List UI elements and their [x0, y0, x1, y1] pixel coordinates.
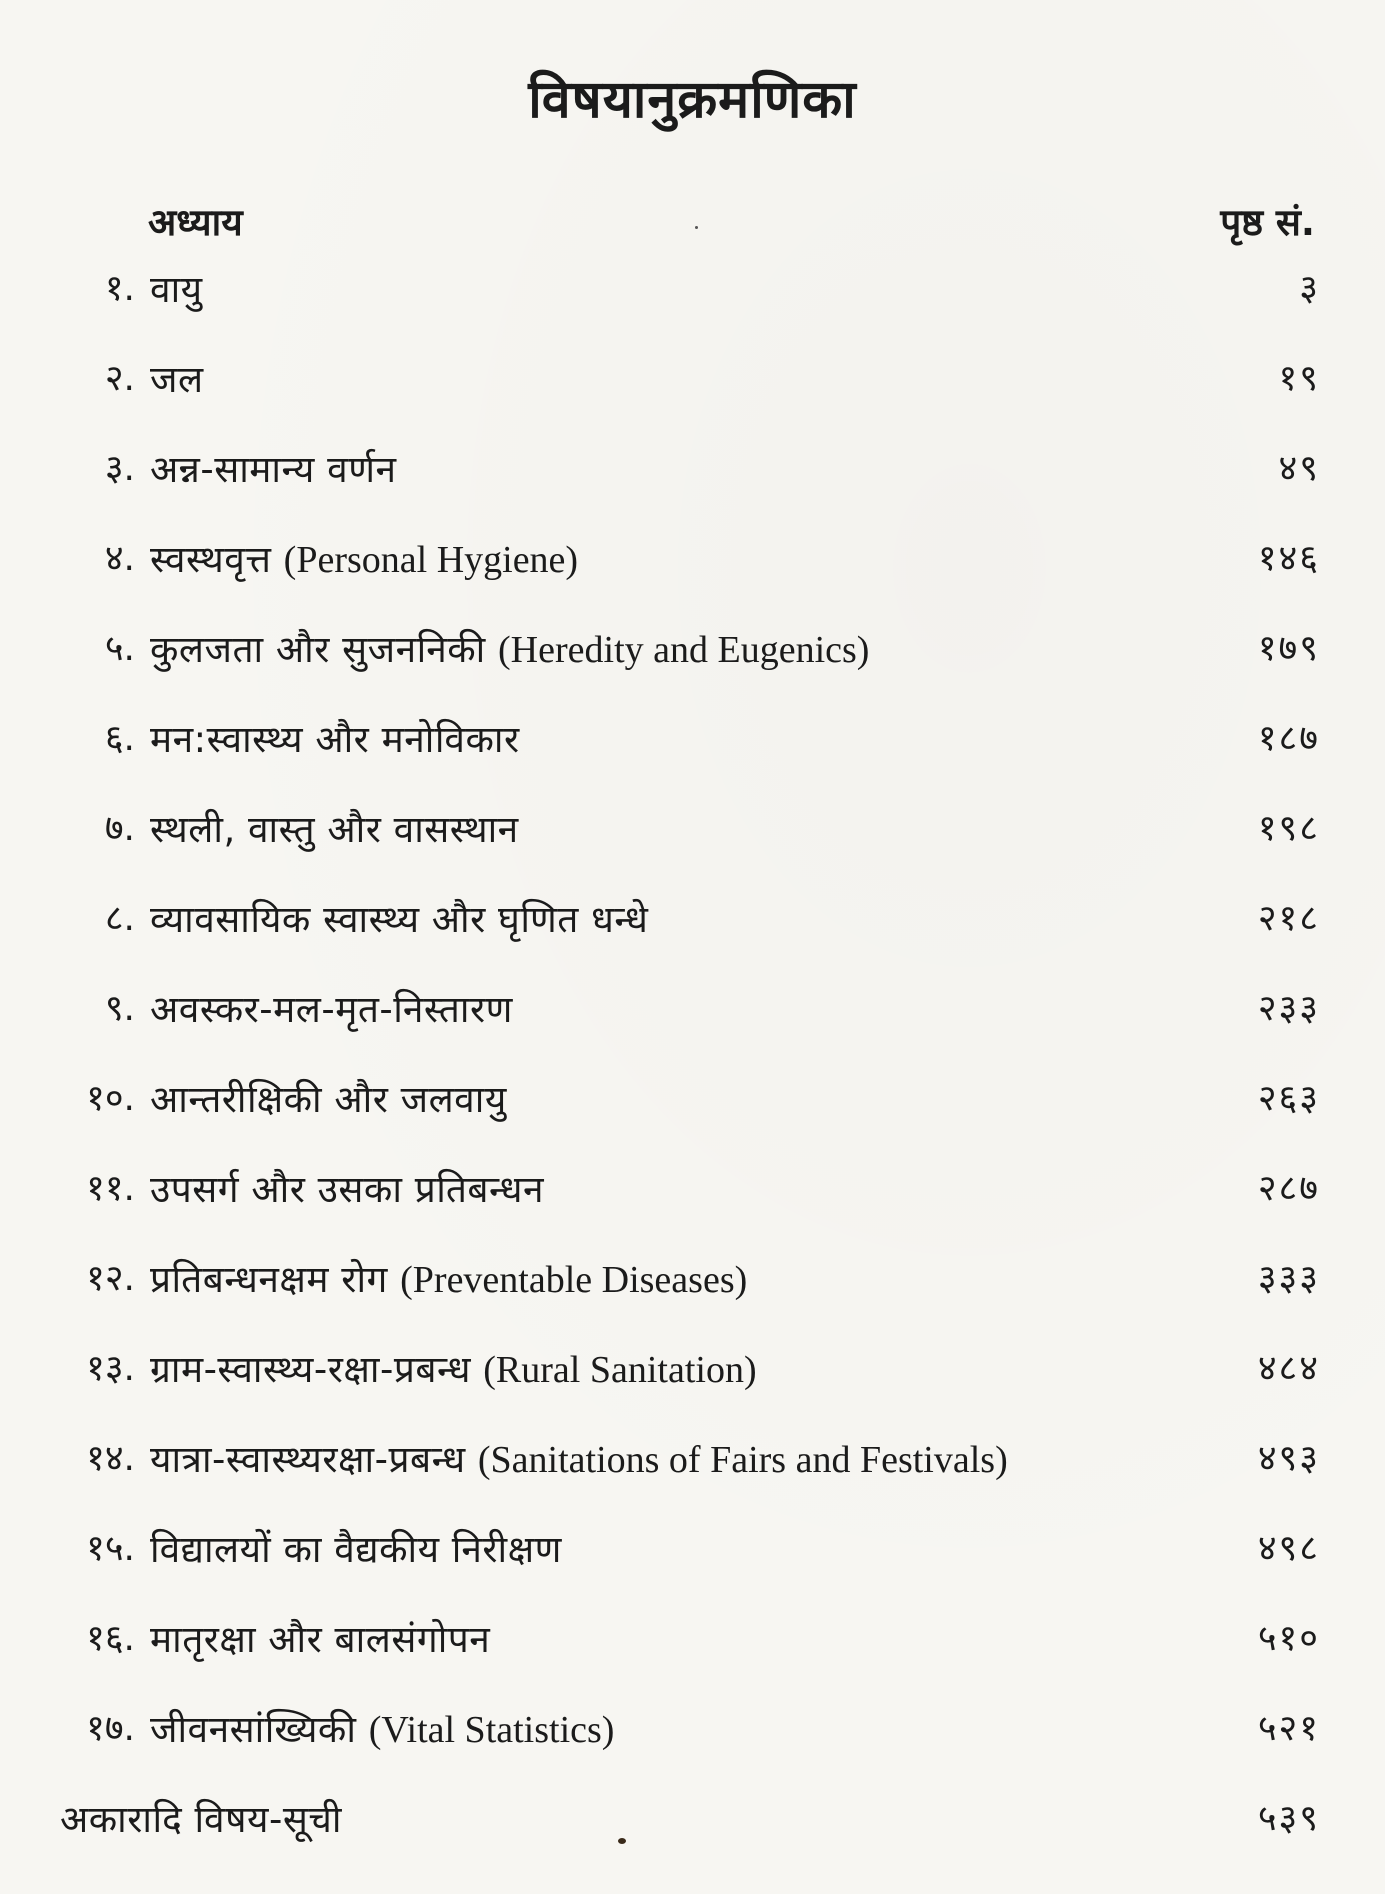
chapter-number: ११. — [86, 1168, 135, 1209]
chapter-number: ६. — [104, 718, 135, 759]
toc-entry — [0, 1162, 1385, 1222]
page-number: ४९८ — [1257, 1528, 1320, 1569]
chapter-number: १५. — [86, 1528, 135, 1569]
page-number: १७९ — [1257, 628, 1320, 669]
page-number: २३३ — [1257, 988, 1320, 1029]
toc-entry — [0, 982, 1385, 1042]
chapter-title — [150, 712, 520, 763]
chapter-title-english: (Sanitations of Fairs and Festivals) — [477, 1439, 1008, 1481]
chapter-number: ८. — [104, 898, 135, 939]
chapter-title-hindi: उपसर्ग और उसका प्रतिबन्धन — [150, 1168, 545, 1211]
chapter-number: ४. — [104, 538, 135, 579]
chapter-title-hindi: प्रतिबन्धनक्षम रोग — [150, 1258, 388, 1301]
chapter-number: ५. — [104, 628, 135, 669]
chapter-title-hindi: स्वस्थवृत्त — [150, 538, 272, 581]
chapter-title — [150, 442, 397, 493]
chapter-title-english: (Preventable Diseases) — [400, 1259, 748, 1301]
toc-entry — [0, 1612, 1385, 1672]
chapter-title — [150, 1072, 507, 1123]
page-number: ३३३ — [1257, 1258, 1320, 1299]
chapter-title — [150, 1522, 562, 1573]
toc-entry — [0, 352, 1385, 412]
chapter-title — [150, 982, 513, 1033]
chapter-title-hindi: यात्रा-स्वास्थ्यरक्षा-प्रबन्ध — [150, 1438, 466, 1481]
chapter-title — [150, 892, 648, 943]
chapter-number: १३. — [86, 1348, 135, 1389]
toc-entry — [0, 802, 1385, 862]
chapter-number: १२. — [86, 1258, 135, 1299]
chapter-title — [150, 1432, 1008, 1483]
page-number: २८७ — [1257, 1168, 1320, 1209]
chapter-title — [150, 622, 869, 673]
page-number: १९८ — [1257, 808, 1320, 849]
chapter-number: १७. — [86, 1708, 135, 1749]
chapter-title-hindi: विद्यालयों का वैद्यकीय निरीक्षण — [150, 1528, 562, 1571]
chapter-number: १६. — [86, 1618, 135, 1659]
toc-entry — [0, 1072, 1385, 1132]
chapter-title — [150, 1612, 490, 1663]
chapter-title — [150, 352, 204, 403]
chapter-title-hindi: व्यावसायिक स्वास्थ्य और घृणित धन्धे — [150, 898, 649, 941]
page-number: १४६ — [1257, 538, 1320, 579]
chapter-title — [150, 1162, 544, 1213]
toc-entry — [0, 712, 1385, 772]
chapter-number: १. — [104, 268, 135, 309]
page-number: ३ — [1299, 268, 1320, 309]
chapter-title-hindi: ग्राम-स्वास्थ्य-रक्षा-प्रबन्ध — [150, 1348, 472, 1391]
chapter-title-hindi: आन्तरीक्षिकी और जलवायु — [150, 1078, 507, 1121]
toc-entry — [0, 892, 1385, 952]
toc-entry — [0, 1702, 1385, 1762]
page-title: विषयानुक्रमणिका — [528, 70, 857, 130]
chapter-number: ३. — [104, 448, 135, 489]
chapter-number: ९. — [104, 988, 135, 1029]
chapter-title-english: (Vital Statistics) — [368, 1709, 615, 1751]
toc-entry — [0, 1252, 1385, 1312]
toc-entry — [0, 262, 1385, 322]
chapter-title — [150, 1342, 757, 1393]
chapter-title-english: (Heredity and Eugenics) — [498, 629, 870, 671]
chapter-title — [150, 262, 203, 313]
chapter-title — [150, 1702, 614, 1753]
page-number: २१८ — [1257, 898, 1320, 939]
page-number: ५३९ — [1257, 1798, 1320, 1839]
page-number: ४८४ — [1257, 1348, 1320, 1389]
chapter-column-header: अध्याय — [148, 201, 243, 244]
ink-speck — [618, 1838, 626, 1844]
chapter-title-hindi: जल — [150, 358, 204, 401]
index-title: अकारादि विषय-सूची — [60, 1798, 342, 1841]
toc-entry — [0, 1342, 1385, 1402]
page-number: ४९ — [1278, 448, 1320, 489]
paper-speck — [695, 226, 698, 229]
chapter-title-hindi: कुलजता और सुजननिकी — [150, 628, 486, 671]
chapter-number: १०. — [86, 1078, 135, 1119]
chapter-number: ७. — [104, 808, 135, 849]
page-number: २६३ — [1257, 1078, 1320, 1119]
toc-entry — [0, 622, 1385, 682]
chapter-title-hindi: जीवनसांख्यिकी — [150, 1708, 357, 1751]
page-column-header: पृष्ठ सं. — [1220, 201, 1315, 244]
toc-entry — [0, 1522, 1385, 1582]
page-number: ५१० — [1257, 1618, 1320, 1659]
page-number: १९ — [1278, 358, 1320, 399]
chapter-title — [150, 802, 519, 853]
chapter-title-hindi: वायु — [150, 268, 203, 311]
toc-index-entry — [0, 1792, 1385, 1852]
chapter-title-hindi: अन्न-सामान्य वर्णन — [150, 448, 397, 491]
chapter-number: २. — [104, 358, 135, 399]
page-number: १८७ — [1257, 718, 1320, 759]
chapter-title-hindi: मन:स्वास्थ्य और मनोविकार — [150, 718, 520, 761]
page-number: ४९३ — [1257, 1438, 1320, 1479]
page-number: ५२१ — [1257, 1708, 1320, 1749]
toc-entry — [0, 1432, 1385, 1492]
toc-entry — [0, 532, 1385, 592]
toc-entry — [0, 442, 1385, 502]
chapter-number: १४. — [86, 1438, 135, 1479]
chapter-title — [150, 532, 578, 583]
chapter-title-hindi: अवस्कर-मल-मृत-निस्तारण — [150, 988, 513, 1031]
chapter-title — [150, 1252, 747, 1303]
chapter-title-english: (Personal Hygiene) — [283, 539, 579, 581]
chapter-title-hindi: स्थली, वास्तु और वासस्थान — [150, 808, 519, 851]
chapter-title-english: (Rural Sanitation) — [483, 1349, 757, 1391]
chapter-title-hindi: मातृरक्षा और बालसंगोपन — [150, 1618, 491, 1661]
